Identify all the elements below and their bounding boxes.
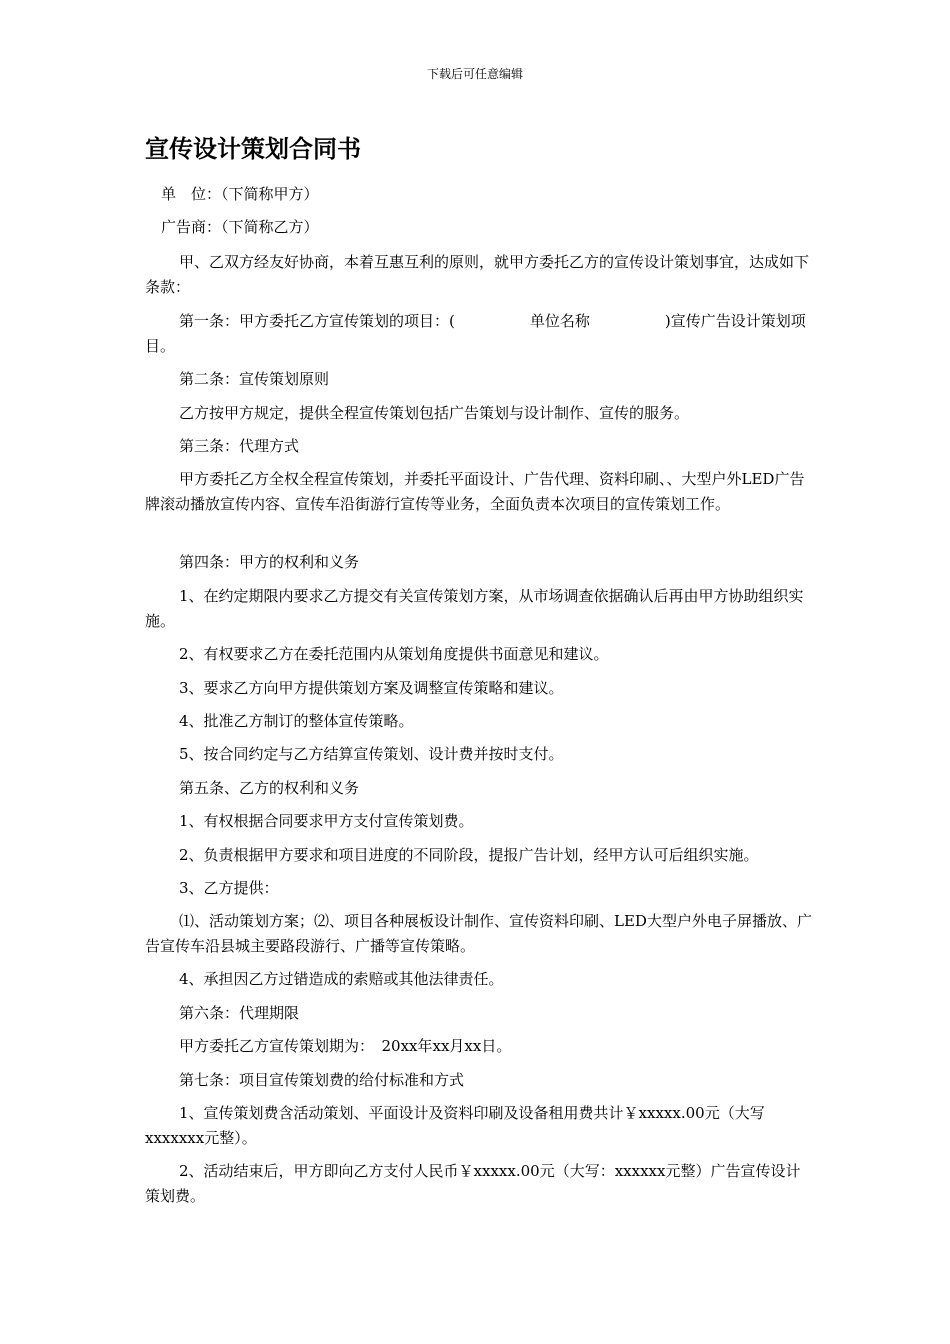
article-5-item-4: 4、承担因乙方过错造成的索赔或其他法律责任。 xyxy=(179,970,504,988)
page-header-note: 下载后可任意编辑 xyxy=(426,67,523,81)
article-5-item-1: 1、有权根据合同要求甲方支付宣传策划费。 xyxy=(179,812,474,830)
party-a-line: 单 位：（下简称甲方） xyxy=(161,185,319,203)
article-4-item-3: 3、要求乙方向甲方提供策划方案及调整宣传策略和建议。 xyxy=(179,679,564,697)
article-7-item-1: 1、宣传策划费含活动策划、平面设计及资料印刷及设备租用费共计￥xxxxx.00元（大写xxxxxxx元整）。 xyxy=(145,1104,765,1147)
article-5-item-3: 3、乙方提供： xyxy=(179,879,279,897)
article-2-body: 乙方按甲方规定，提供全程宣传策划包括广告策划与设计制作、宣传的服务。 xyxy=(179,404,690,422)
article-1-paragraph: 第一条：甲方委托乙方宣传策划的项目：( 单位名称 )宣传广告设计策划项目。 xyxy=(145,312,806,355)
article-5-item-2: 2、负责根据甲方要求和项目进度的不同阶段，提报广告计划，经甲方认可后组织实施。 xyxy=(179,846,759,864)
article-4-heading: 第四条：甲方的权利和义务 xyxy=(179,553,360,571)
article-4-item-1: 1、在约定期限内要求乙方提交有关宣传策划方案，从市场调查依据确认后再由甲方协助组织实施。 xyxy=(145,587,804,630)
article-2-heading: 第二条：宣传策划原则 xyxy=(179,370,330,388)
article-5-item-3-details: ⑴、活动策划方案；⑵、项目各种展板设计制作、宣传资料印刷、LED大型户外电子屏播放、广告宣传车沿县城主要路段游行、广播等宣传策略。 xyxy=(145,912,812,955)
article-7-item-2: 2、活动结束后，甲方即向乙方支付人民币￥xxxxx.00元（大写：xxxxxx元整）广告宣传设计策划费。 xyxy=(145,1162,801,1205)
article-4-item-4: 4、批准乙方制订的整体宣传策略。 xyxy=(179,712,414,730)
article-3-heading: 第三条：代理方式 xyxy=(179,437,300,455)
document-title: 宣传设计策划合同书 xyxy=(145,135,361,163)
party-b-line: 广告商：（下简称乙方） xyxy=(161,218,319,236)
preamble-paragraph: 甲、乙双方经友好协商，本着互惠互利的原则，就甲方委托乙方的宣传设计策划事宜，达成如下条款： xyxy=(145,253,810,296)
article-4-item-5: 5、按合同约定与乙方结算宣传策划、设计费并按时支付。 xyxy=(179,745,564,763)
article-6-body: 甲方委托乙方宣传策划期为： 20xx年xx月xx日。 xyxy=(179,1037,512,1055)
article-6-heading: 第六条：代理期限 xyxy=(179,1004,300,1022)
article-5-heading: 第五条、乙方的权利和义务 xyxy=(179,779,360,797)
article-4-item-2: 2、有权要求乙方在委托范围内从策划角度提供书面意见和建议。 xyxy=(179,645,609,663)
article-7-heading: 第七条：项目宣传策划费的给付标准和方式 xyxy=(179,1071,465,1089)
article-3-body: 甲方委托乙方全权全程宣传策划，并委托平面设计、广告代理、资料印刷、、大型户外LED广告牌滚动播放宣传内容、宣传车沿街游行宣传等业务，全面负责本次项目的宣传策划工作。 xyxy=(145,470,805,513)
